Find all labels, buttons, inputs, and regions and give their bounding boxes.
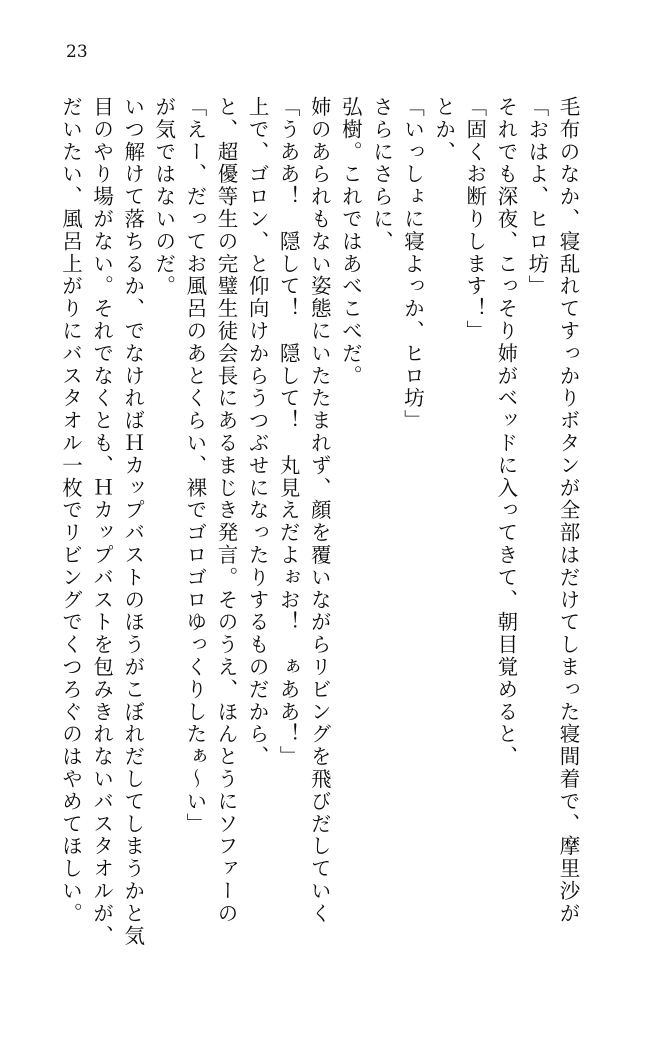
page-number: 23 xyxy=(66,42,88,62)
text-column: 弘樹。これではあべこべだ。 xyxy=(338,96,363,388)
text-column: いつ解けて落ちるか、でなければＨカップバストのほうがこぼれだしてしまうかと気 xyxy=(120,96,145,948)
text-column: だいたい、風呂上がりにバスタオル一枚でリビングでくつろぐのはやめてほしい。 xyxy=(58,96,83,925)
text-column: が気ではないのだ。 xyxy=(151,96,176,298)
text-column: 「うああ！ 隠して！ 隠して！ 丸見えだよぉお！ ぁああ！」 xyxy=(276,96,301,768)
text-column: 「えー、だってお風呂のあとくらい、裸でゴロゴロゆっくりしたぁ～い」 xyxy=(182,96,207,836)
text-column: 姉のあられもない姿態にいたたまれず、顔を覆いながらリビングを飛びだしていく xyxy=(307,96,332,925)
text-column: さらにさらに、 xyxy=(369,96,394,253)
text-column: 目のやり場がない。それでなくとも、Ｈカップバストを包みきれないバスタオルが、 xyxy=(89,96,114,948)
text-column: 「固くお断りします！」 xyxy=(462,96,487,343)
text-column: 上で、ゴロン、と仰向けからうつぶせになったりするものだから、 xyxy=(245,96,270,768)
text-column: とか、 xyxy=(431,96,456,164)
text-column: 「おはよ、ヒロ坊」 xyxy=(524,96,549,298)
text-column: 毛布のなか、寝乱れてすっかりボタンが全部はだけてしまった寝間着で、摩里沙が xyxy=(556,96,580,925)
text-column: 「いっしょに寝よっか、ヒロ坊」 xyxy=(400,96,425,432)
text-column: と、超優等生の完璧生徒会長にあるまじき発言。そのうえ、ほんとうにソファーの xyxy=(213,96,238,925)
text-column: それでも深夜、こっそり姉がベッドに入ってきて、朝目覚めると、 xyxy=(493,96,518,768)
vertical-text-block xyxy=(60,96,620,996)
